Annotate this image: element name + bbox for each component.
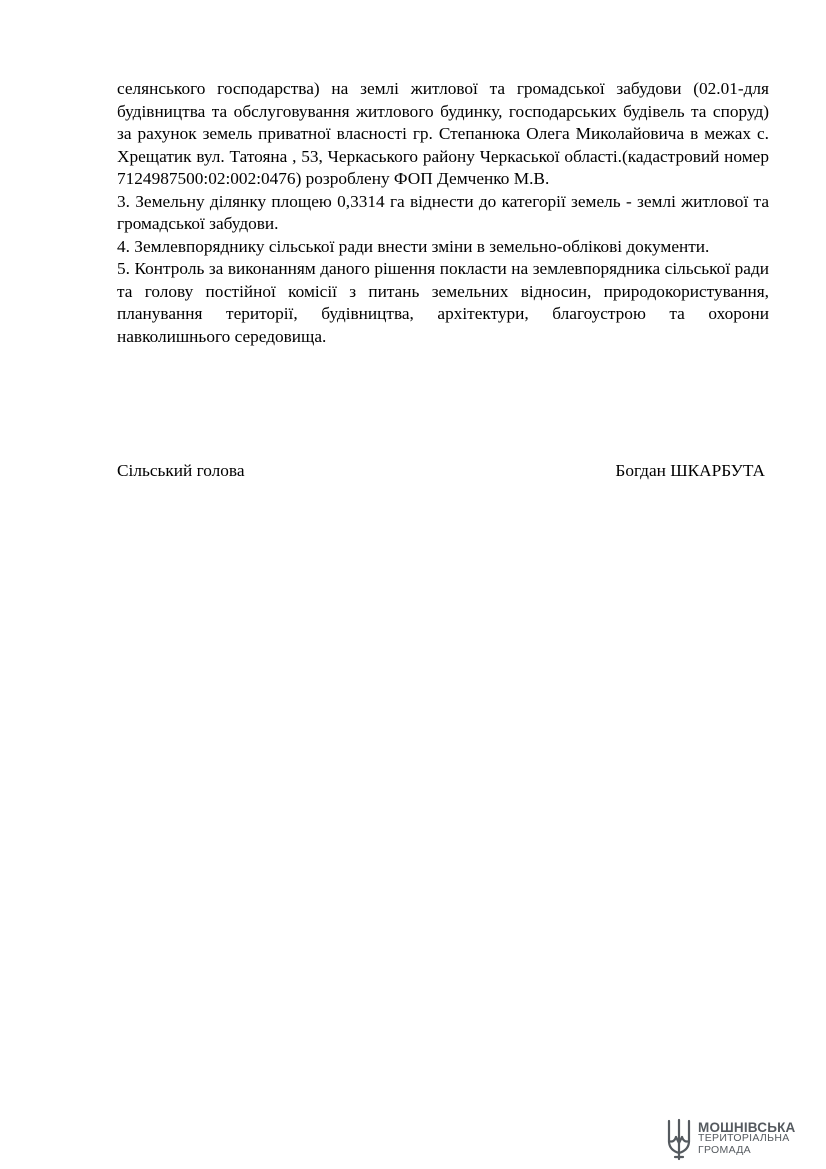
document-body [117,78,769,348]
paragraph-item-3: 3. Земельну ділянку площею 0,3314 га віднести до категорії земель - землі житлової та громадської забудови. [117,191,769,233]
signature-name: Богдан ШКАРБУТА [615,461,765,480]
paragraph-continuation: селянського господарства) на землі житлової та громадської забудови (02.01-для будівництва та обслуговування житлового будинку, господарських будівель та споруд) за рахунок земель приватної власності гр. Степанюка Олега Миколайовича в межах с. Хрещатик вул. Татояна , 53, Черкаського району Черкаської області.(кадастровий номер 7124987500:02:002:0476) розроблену ФОП Демченко М.В. [117,79,769,188]
logo-title: МОШНІВСЬКА [698,1119,796,1135]
signature-block [117,460,765,482]
logo-subtitle-2: ГРОМАДА [698,1143,751,1156]
community-logo [666,1116,816,1162]
paragraph-item-4: 4. Землевпоряднику сільської ради внести зміни в земельно-облікові документи. [117,236,710,256]
signature-title: Сільський голова [117,461,245,480]
logo-text [698,1119,796,1157]
logo-subtitle-1: ТЕРИТОРІАЛЬНА [698,1132,790,1145]
paragraph-item-5: 5. Контроль за виконанням даного рішення покласти на землевпорядника сільської ради та голову постійної комісії з питань земельних відносин, природокористування, планування території, будівництва, архітектури, благоустрою та охорони навколишнього середовища. [117,259,769,346]
trident-icon [666,1117,692,1161]
